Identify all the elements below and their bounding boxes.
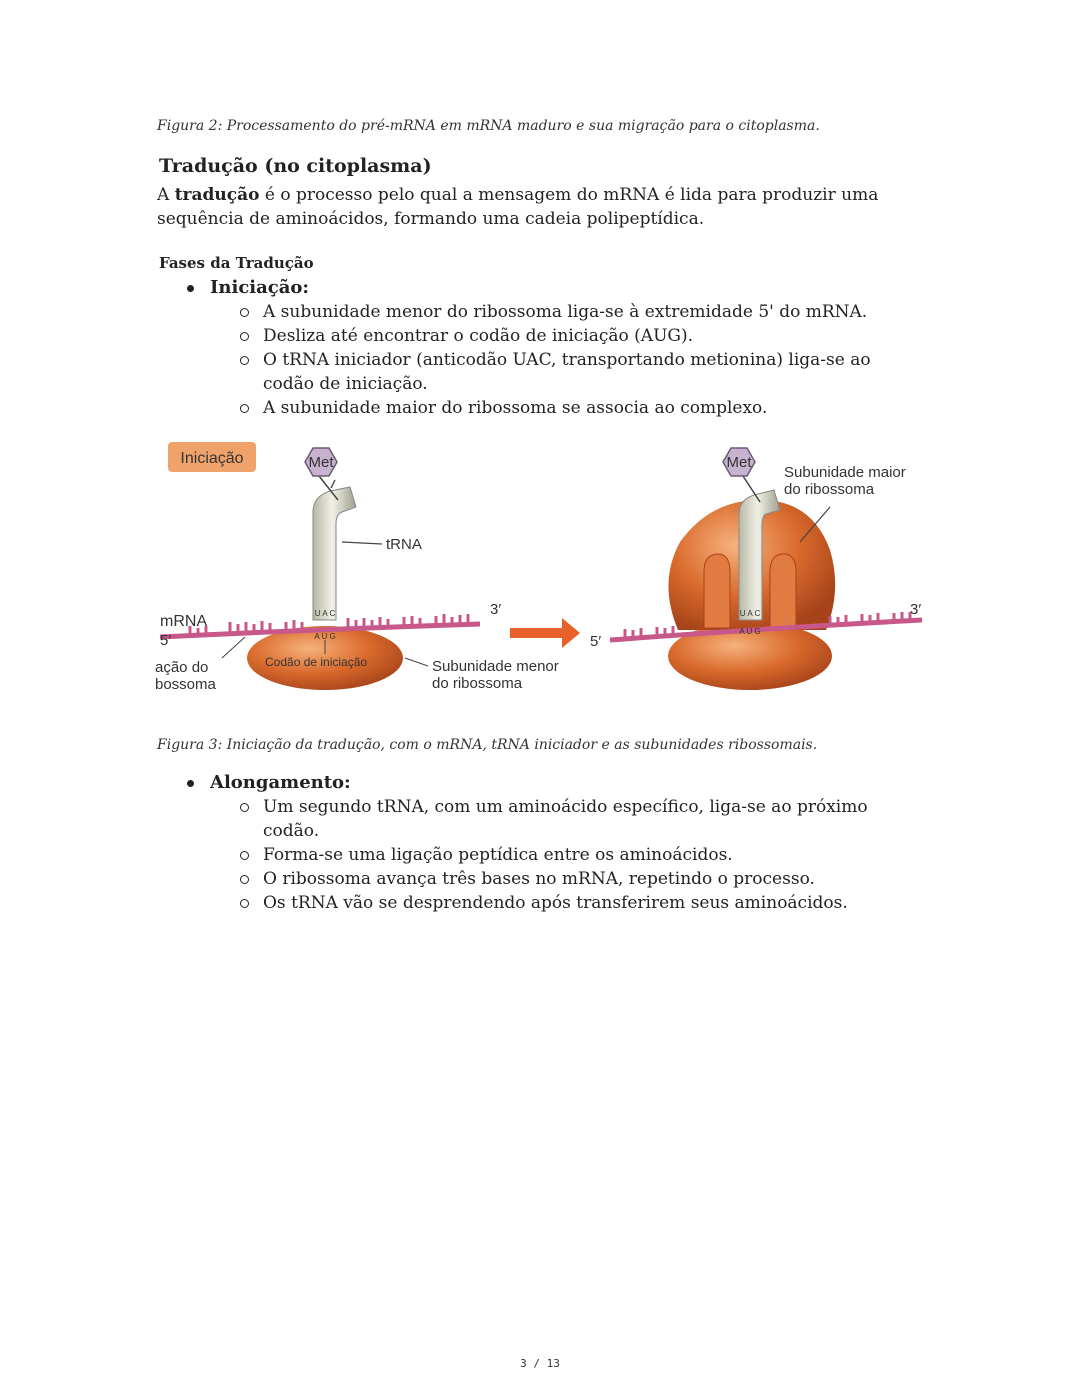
elongation-item <box>0 771 923 795</box>
mrna-label: mRNA <box>160 613 208 630</box>
trna-label: tRNA <box>386 536 422 553</box>
small-subunit-label-2: do ribossoma <box>432 675 523 692</box>
three-prime-left: 3′ <box>490 601 502 618</box>
arrow-right-icon <box>510 618 580 648</box>
large-subunit-label-2: do ribossoma <box>784 481 875 498</box>
initiation-title: Iniciação: <box>210 277 310 298</box>
translation-initiation-figure <box>150 432 940 707</box>
elongation-step-text: Forma-se uma ligação peptídica entre os aminoácidos. <box>263 845 733 865</box>
figure-2-caption: Figura 2: Processamento do pré-mRNA em mRNA maduro e sua migração para o citoplasma. <box>157 118 820 134</box>
elongation-step-text: Um segundo tRNA, com um aminoácido específico, liga-se ao próximo codão. <box>263 797 868 841</box>
circle-bullet-icon <box>240 851 249 860</box>
initiation-list <box>0 276 923 420</box>
initiation-step <box>0 396 923 420</box>
section-title: Tradução (no citoplasma) <box>159 155 432 177</box>
anticodon-right: U A C <box>739 609 761 618</box>
initiation-step <box>0 300 923 324</box>
initiation-tag-label: Iniciação <box>180 450 244 467</box>
initiation-step-text: O tRNA iniciador (anticodão UAC, transportando metionina) liga-se ao codão de iniciação. <box>263 350 871 394</box>
met-label-right: Met <box>726 454 752 471</box>
page-number: 3 / 13 <box>520 1357 560 1370</box>
intro-text-rest: é o processo pelo qual a mensagem do mRNA é lida para produzir uma sequência de aminoácidos, formando uma cadeia polipeptídica. <box>157 185 879 229</box>
intro-paragraph <box>157 183 937 231</box>
elongation-step <box>0 843 923 867</box>
initiation-step <box>0 324 923 348</box>
bullet-icon <box>187 285 194 292</box>
initiation-item <box>0 276 923 300</box>
elongation-step <box>0 795 923 843</box>
initiation-step-text: A subunidade menor do ribossoma liga-se à extremidade 5' do mRNA. <box>263 302 868 322</box>
initiation-step-text: A subunidade maior do ribossoma se associa ao complexo. <box>263 398 768 418</box>
circle-bullet-icon <box>240 404 249 413</box>
codon-label: Codão de iniciação <box>265 655 368 669</box>
initiation-step-text: Desliza até encontrar o codão de iniciação (AUG). <box>263 326 694 346</box>
five-prime-right: 5′ <box>590 633 602 650</box>
five-prime-left: 5′ <box>160 632 172 649</box>
circle-bullet-icon <box>240 875 249 884</box>
circle-bullet-icon <box>240 308 249 317</box>
anticodon-left: U A C <box>314 609 336 618</box>
codon-left: A U G <box>314 632 336 641</box>
circle-bullet-icon <box>240 803 249 812</box>
elongation-step <box>0 891 923 915</box>
cut-label-1: ação do <box>155 659 209 676</box>
elongation-step-text: Os tRNA vão se desprendendo após transferirem seus aminoácidos. <box>263 893 848 913</box>
intro-bold-term: tradução <box>174 185 260 205</box>
elongation-list <box>0 771 923 915</box>
figure-3-caption: Figura 3: Iniciação da tradução, com o mRNA, tRNA iniciador e as subunidades ribossomais. <box>157 737 818 753</box>
trna-left <box>313 487 356 620</box>
met-label-left: Met <box>308 454 334 471</box>
elongation-step-text: O ribossoma avança três bases no mRNA, repetindo o processo. <box>263 869 815 889</box>
large-subunit-label-1: Subunidade maior <box>784 464 906 481</box>
circle-bullet-icon <box>240 332 249 341</box>
three-prime-right: 3′ <box>910 601 922 618</box>
phases-heading: Fases da Tradução <box>159 254 314 272</box>
initiation-step <box>0 348 923 396</box>
intro-text-start: A <box>157 185 175 205</box>
cut-label-2: bossoma <box>155 676 216 693</box>
codon-right: A U G <box>739 627 761 636</box>
circle-bullet-icon <box>240 899 249 908</box>
small-subunit-label-1: Subunidade menor <box>432 658 559 675</box>
bullet-icon <box>187 780 194 787</box>
elongation-step <box>0 867 923 891</box>
elongation-title: Alongamento: <box>210 772 351 793</box>
circle-bullet-icon <box>240 356 249 365</box>
